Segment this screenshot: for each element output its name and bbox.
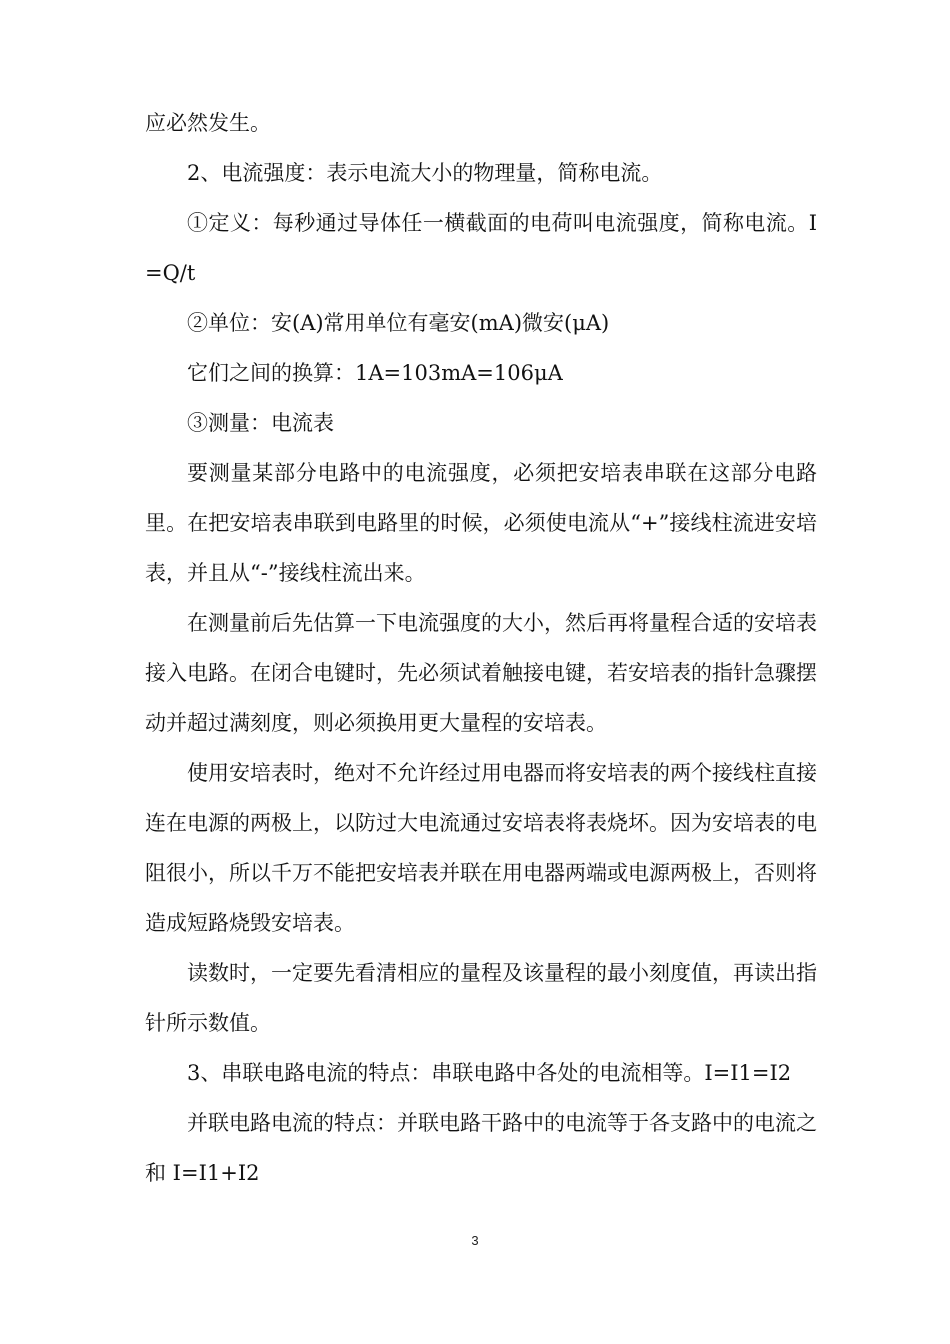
paragraph: ①定义：每秒通过导体任一横截面的电荷叫电流强度，简称电流。I=Q/t	[145, 211, 817, 285]
paragraph: ②单位：安(A)常用单位有毫安(mA)微安(μA)	[187, 311, 610, 335]
paragraph: 要测量某部分电路中的电流强度，必须把安培表串联在这部分电路里。在把安培表串联到电路里的时候，必须使电流从“+”接线柱流进安培表，并且从“-”接线柱流出来。	[145, 461, 817, 585]
paragraph: 2、电流强度：表示电流大小的物理量，简称电流。	[187, 161, 663, 185]
paragraph: ③测量：电流表	[187, 411, 334, 435]
paragraph: 并联电路电流的特点：并联电路干路中的电流等于各支路中的电流之和 I=I1+I2	[145, 1111, 817, 1185]
paragraph: 它们之间的换算：1A=103mA=106μA	[187, 361, 563, 385]
paragraph: 在测量前后先估算一下电流强度的大小，然后再将量程合适的安培表接入电路。在闭合电键时，先必须试着触接电键，若安培表的指针急骤摆动并超过满刻度，则必须换用更大量程的安培表。	[145, 611, 817, 735]
paragraph: 应必然发生。	[145, 111, 271, 135]
paragraph: 读数时，一定要先看清相应的量程及该量程的最小刻度值，再读出指针所示数值。	[145, 961, 817, 1035]
paragraph: 3、串联电路电流的特点：串联电路中各处的电流相等。I=I1=I2	[187, 1061, 792, 1085]
page-number: 3	[471, 1233, 479, 1248]
document-body	[145, 98, 817, 1198]
paragraph: 使用安培表时，绝对不允许经过用电器而将安培表的两个接线柱直接连在电源的两极上，以防过大电流通过安培表将表烧坏。因为安培表的电阻很小，所以千万不能把安培表并联在用电器两端或电源两极上，否则将造成短路烧毁安培表。	[145, 761, 817, 935]
